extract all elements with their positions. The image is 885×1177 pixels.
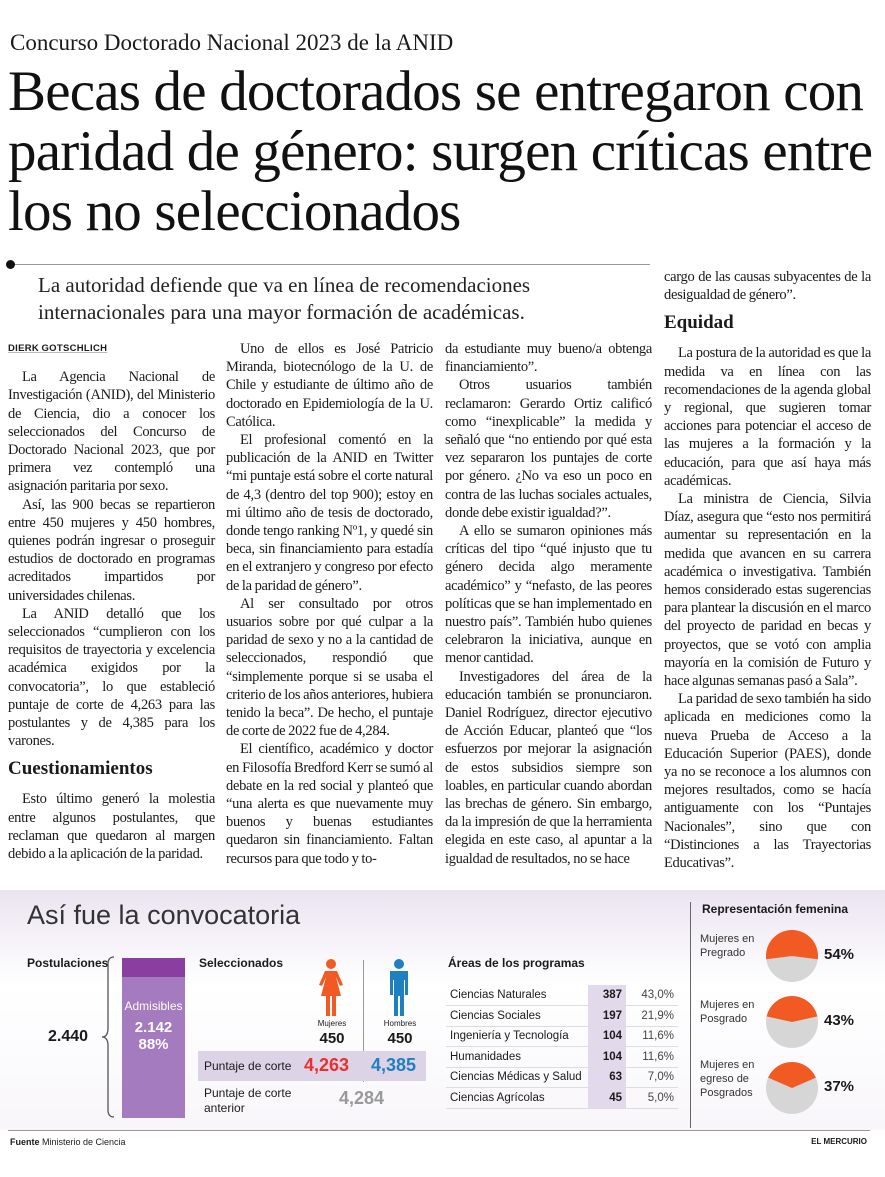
- paragraph: Esto último generó la molestia entre algunos postulantes, que reclaman que quedaron al margen debido a la aplicación de la paridad.: [8, 791, 215, 863]
- representacion-label: Mujeres en egreso de Posgrados: [700, 1059, 755, 1099]
- paragraph: cargo de las causas subyacentes de la desigualdad de género”.: [664, 269, 871, 304]
- table-row: [446, 1067, 678, 1088]
- area-name: Ingeniería y Tecnología: [446, 1026, 588, 1047]
- paragraph: Al ser consultado por otros usuarios sobre por qué culpar a la paridad de sexo y no a la cantidad de seleccionados, respondió que “simplemente porque si se usaba el criterio de los años anteriores, hubiera tenido la beca”. De hecho, el puntaje de corte de 2022 fue de 4,284.: [226, 595, 433, 740]
- table-row: [446, 1088, 678, 1109]
- area-count: 387: [588, 985, 626, 1006]
- area-count: 45: [588, 1088, 626, 1109]
- paragraph: Así, las 900 becas se repartieron entre 450 mujeres y 450 hombres, quienes podrán ingresar o proseguir estudios de doctorado en programas acreditados impartidos por universidades chilenas.: [8, 496, 215, 604]
- paragraph: da estudiante muy bueno/a obtenga financiamiento”.: [445, 341, 652, 376]
- byline: DIERK GOTSCHLICH: [8, 343, 108, 354]
- mujeres-value: 450: [319, 1030, 345, 1047]
- man-icon: [384, 958, 414, 1018]
- paragraph: Uno de ellos es José Patricio Miranda, biotecnólogo de la U. de Chile y estudiante de último año de doctorado en Epidemiología de la U. Católica.: [226, 341, 433, 430]
- representacion-item: [700, 992, 875, 1054]
- area-name: Ciencias Médicas y Salud: [446, 1067, 588, 1088]
- area-name: Ciencias Agrícolas: [446, 1088, 588, 1109]
- paragraph: La Agencia Nacional de Investigación (ANID), del Ministerio de Ciencia, dio a conocer los seleccionados del Concurso de Doctorado Nacional 2023, que por primera vez contempló una asignación paritaria por sexo.: [8, 369, 215, 495]
- area-pct: 5,0%: [626, 1088, 678, 1109]
- paragraph: La ministra de Ciencia, Silvia Díaz, asegura que “esto nos permitirá aumentar su representación en la medida que avancen en su carrera académica o investigativa. También hemos considerado estas sugerencias para plantear la discusión en el marco del proyecto de paridad en becas y proyectos, que se votó con amplia mayoría en la comisión de Futuro y hace algunas semanas pasó a Sala”.: [664, 491, 871, 690]
- deck: La autoridad defiende que va en línea de recomendaciones internacionales para una mayor formación de académicas.: [38, 273, 531, 324]
- infographic: [0, 890, 885, 1130]
- table-row: [446, 1026, 678, 1047]
- column-1: [8, 340, 215, 863]
- divider: [8, 1130, 870, 1131]
- infographic-title: Así fue la convocatoria: [27, 900, 301, 930]
- no-admisibles-segment: [122, 958, 185, 977]
- table-row: [446, 1006, 678, 1027]
- area-pct: 11,6%: [626, 1026, 678, 1047]
- column-3: [445, 340, 652, 868]
- area-pct: 21,9%: [626, 1006, 678, 1027]
- pie-chart: [764, 994, 820, 1050]
- area-pct: 43,0%: [626, 985, 678, 1006]
- area-count: 197: [588, 1006, 626, 1027]
- paragraph: El profesional comentó en la publicación de la ANID en Twitter “mi puntaje está sobre el corte natural de 4,3 (dentro del top 900); estoy en mi último año de tesis de doctorado, donde tengo ranking Nº1, y quedé sin beca, sin financiamiento para estadía en el extranjero y congreso por efecto de la paridad de género”.: [226, 432, 433, 594]
- area-name: Ciencias Naturales: [446, 985, 588, 1006]
- divider: [10, 264, 650, 265]
- source: [10, 1137, 126, 1147]
- hombres-label: Hombres: [383, 1019, 417, 1028]
- representacion-label: Mujeres en Posgrado: [700, 999, 755, 1025]
- representacion-item: [700, 1058, 875, 1120]
- area-pct: 7,0%: [626, 1067, 678, 1088]
- table-row: [446, 1047, 678, 1068]
- pie-chart: [764, 928, 820, 984]
- bullet-dot: [6, 260, 15, 269]
- corte-anterior-value: 4,284: [339, 1088, 385, 1108]
- postulaciones-total: 2.440: [48, 1028, 89, 1045]
- column-2: [226, 340, 433, 868]
- headline: Becas de doctorados se entregaron con paridad de género: surgen críticas entre los no seleccionados: [8, 60, 873, 243]
- representacion-label: Representación femenina: [702, 902, 849, 916]
- paragraph: A ello se sumaron opiniones más críticas del tipo “qué injusto que tu género decida algo meramente académico” y “nefasto, de las peores políticas que se han implementado en nuestro país”. También hubo quienes celebraron la iniciativa, aunque en menor cantidad.: [445, 523, 652, 667]
- paragraph: El científico, académico y doctor en Filosofía Bredford Kerr se sumó al debate en la red social y planteó que “una alerta es que nuevamente muy buenos y buenas estudiantes quedaron sin financiamiento. Faltan recursos para que todo y to-: [226, 741, 433, 867]
- representacion-label: Mujeres en Pregrado: [700, 933, 755, 959]
- admisibles-value: 2.142: [134, 1019, 173, 1037]
- kicker: Concurso Doctorado Nacional 2023 de la ANID: [10, 30, 454, 55]
- brand: EL MERCURIO: [811, 1137, 867, 1146]
- areas-label: Áreas de los programas: [448, 956, 585, 970]
- area-count: 104: [588, 1047, 626, 1068]
- area-count: 63: [588, 1067, 626, 1088]
- admisibles-bar: [122, 958, 185, 1118]
- pie-slice: [766, 930, 818, 959]
- paragraph: Investigadores del área de la educación también se pronunciaron. Daniel Rodríguez, director ejecutivo de Acción Educar, planteó que “los esfuerzos por mejorar la asignación de estos subsidios siempre son loables, en particular cuando abordan las brechas de género. Sin embargo, da la impresión de que la herramienta elegida en este caso, al apuntar a la igualdad de resultados, no se hace: [445, 668, 652, 867]
- subheading: Cuestionamientos: [8, 758, 153, 780]
- representacion-pct: 54%: [824, 946, 855, 963]
- hombres-value: 450: [387, 1030, 413, 1047]
- area-name: Ciencias Sociales: [446, 1006, 588, 1027]
- area-pct: 11,6%: [626, 1047, 678, 1068]
- table-row: [446, 985, 678, 1006]
- areas-table: [446, 985, 678, 1109]
- subheading: Equidad: [664, 312, 734, 334]
- source-label: Fuente: [10, 1137, 40, 1147]
- divider: [690, 902, 691, 1128]
- corte-hombres: 4,385: [371, 1055, 417, 1075]
- representacion-pct: 37%: [824, 1078, 855, 1095]
- paragraph: La postura de la autoridad es que la medida va en línea con las recomendaciones de la agenda global y regional, que sugieren tomar acciones para potenciar el acceso de las mujeres a la formación y la educación, para que así haya más académicas.: [664, 345, 871, 489]
- corte-anterior-label: Puntaje de corte anterior: [204, 1086, 292, 1115]
- seleccionados-label: Seleccionados: [199, 956, 284, 970]
- corte-label: Puntaje de corte: [204, 1059, 292, 1073]
- mujeres-label: Mujeres: [317, 1019, 347, 1028]
- representacion-item: [700, 926, 875, 988]
- postulaciones-label: Postulaciones: [27, 956, 109, 970]
- column-4: [664, 268, 871, 872]
- corte-mujeres: 4,263: [304, 1055, 350, 1075]
- pie-chart: [764, 1060, 820, 1116]
- paragraph: Otros usuarios también reclamaron: Gerardo Ortiz calificó como “inexplicable” la medida y señaló que “no entiendo por qué esta vez separaron los puntajes de corte por género. ¿No va eso un poco en contra de las luchas sociales actuales, donde debe existir igualdad?”.: [445, 377, 652, 521]
- paragraph: La ANID detalló que los seleccionados “cumplieron con los requisitos de trayectoria y excelencia académica exigidos por la convocatoria”, lo que estableció puntaje de corte de 4,263 para las postulantes y de 4,385 para los varones.: [8, 605, 215, 750]
- admisibles-pct: 88%: [138, 1036, 169, 1054]
- paragraph: La paridad de sexo también ha sido aplicada en mediciones como la nueva Prueba de Acceso a la Educación Superior (PAES), donde ya no se reconoce a los alumnos con mejores resultados, como se hacía antiguamente con los “Puntajes Nacionales”, sino que con “Distinciones a las Trayectorias Educativas”.: [664, 691, 871, 872]
- area-count: 104: [588, 1026, 626, 1047]
- representacion-pct: 43%: [824, 1012, 855, 1029]
- admisibles-label: Admisibles: [124, 999, 183, 1014]
- brace-icon: [100, 956, 122, 1119]
- area-name: Humanidades: [446, 1047, 588, 1068]
- source-value: Ministerio de Ciencia: [42, 1137, 126, 1147]
- woman-icon: [316, 958, 346, 1018]
- bottom-section: [0, 890, 885, 1177]
